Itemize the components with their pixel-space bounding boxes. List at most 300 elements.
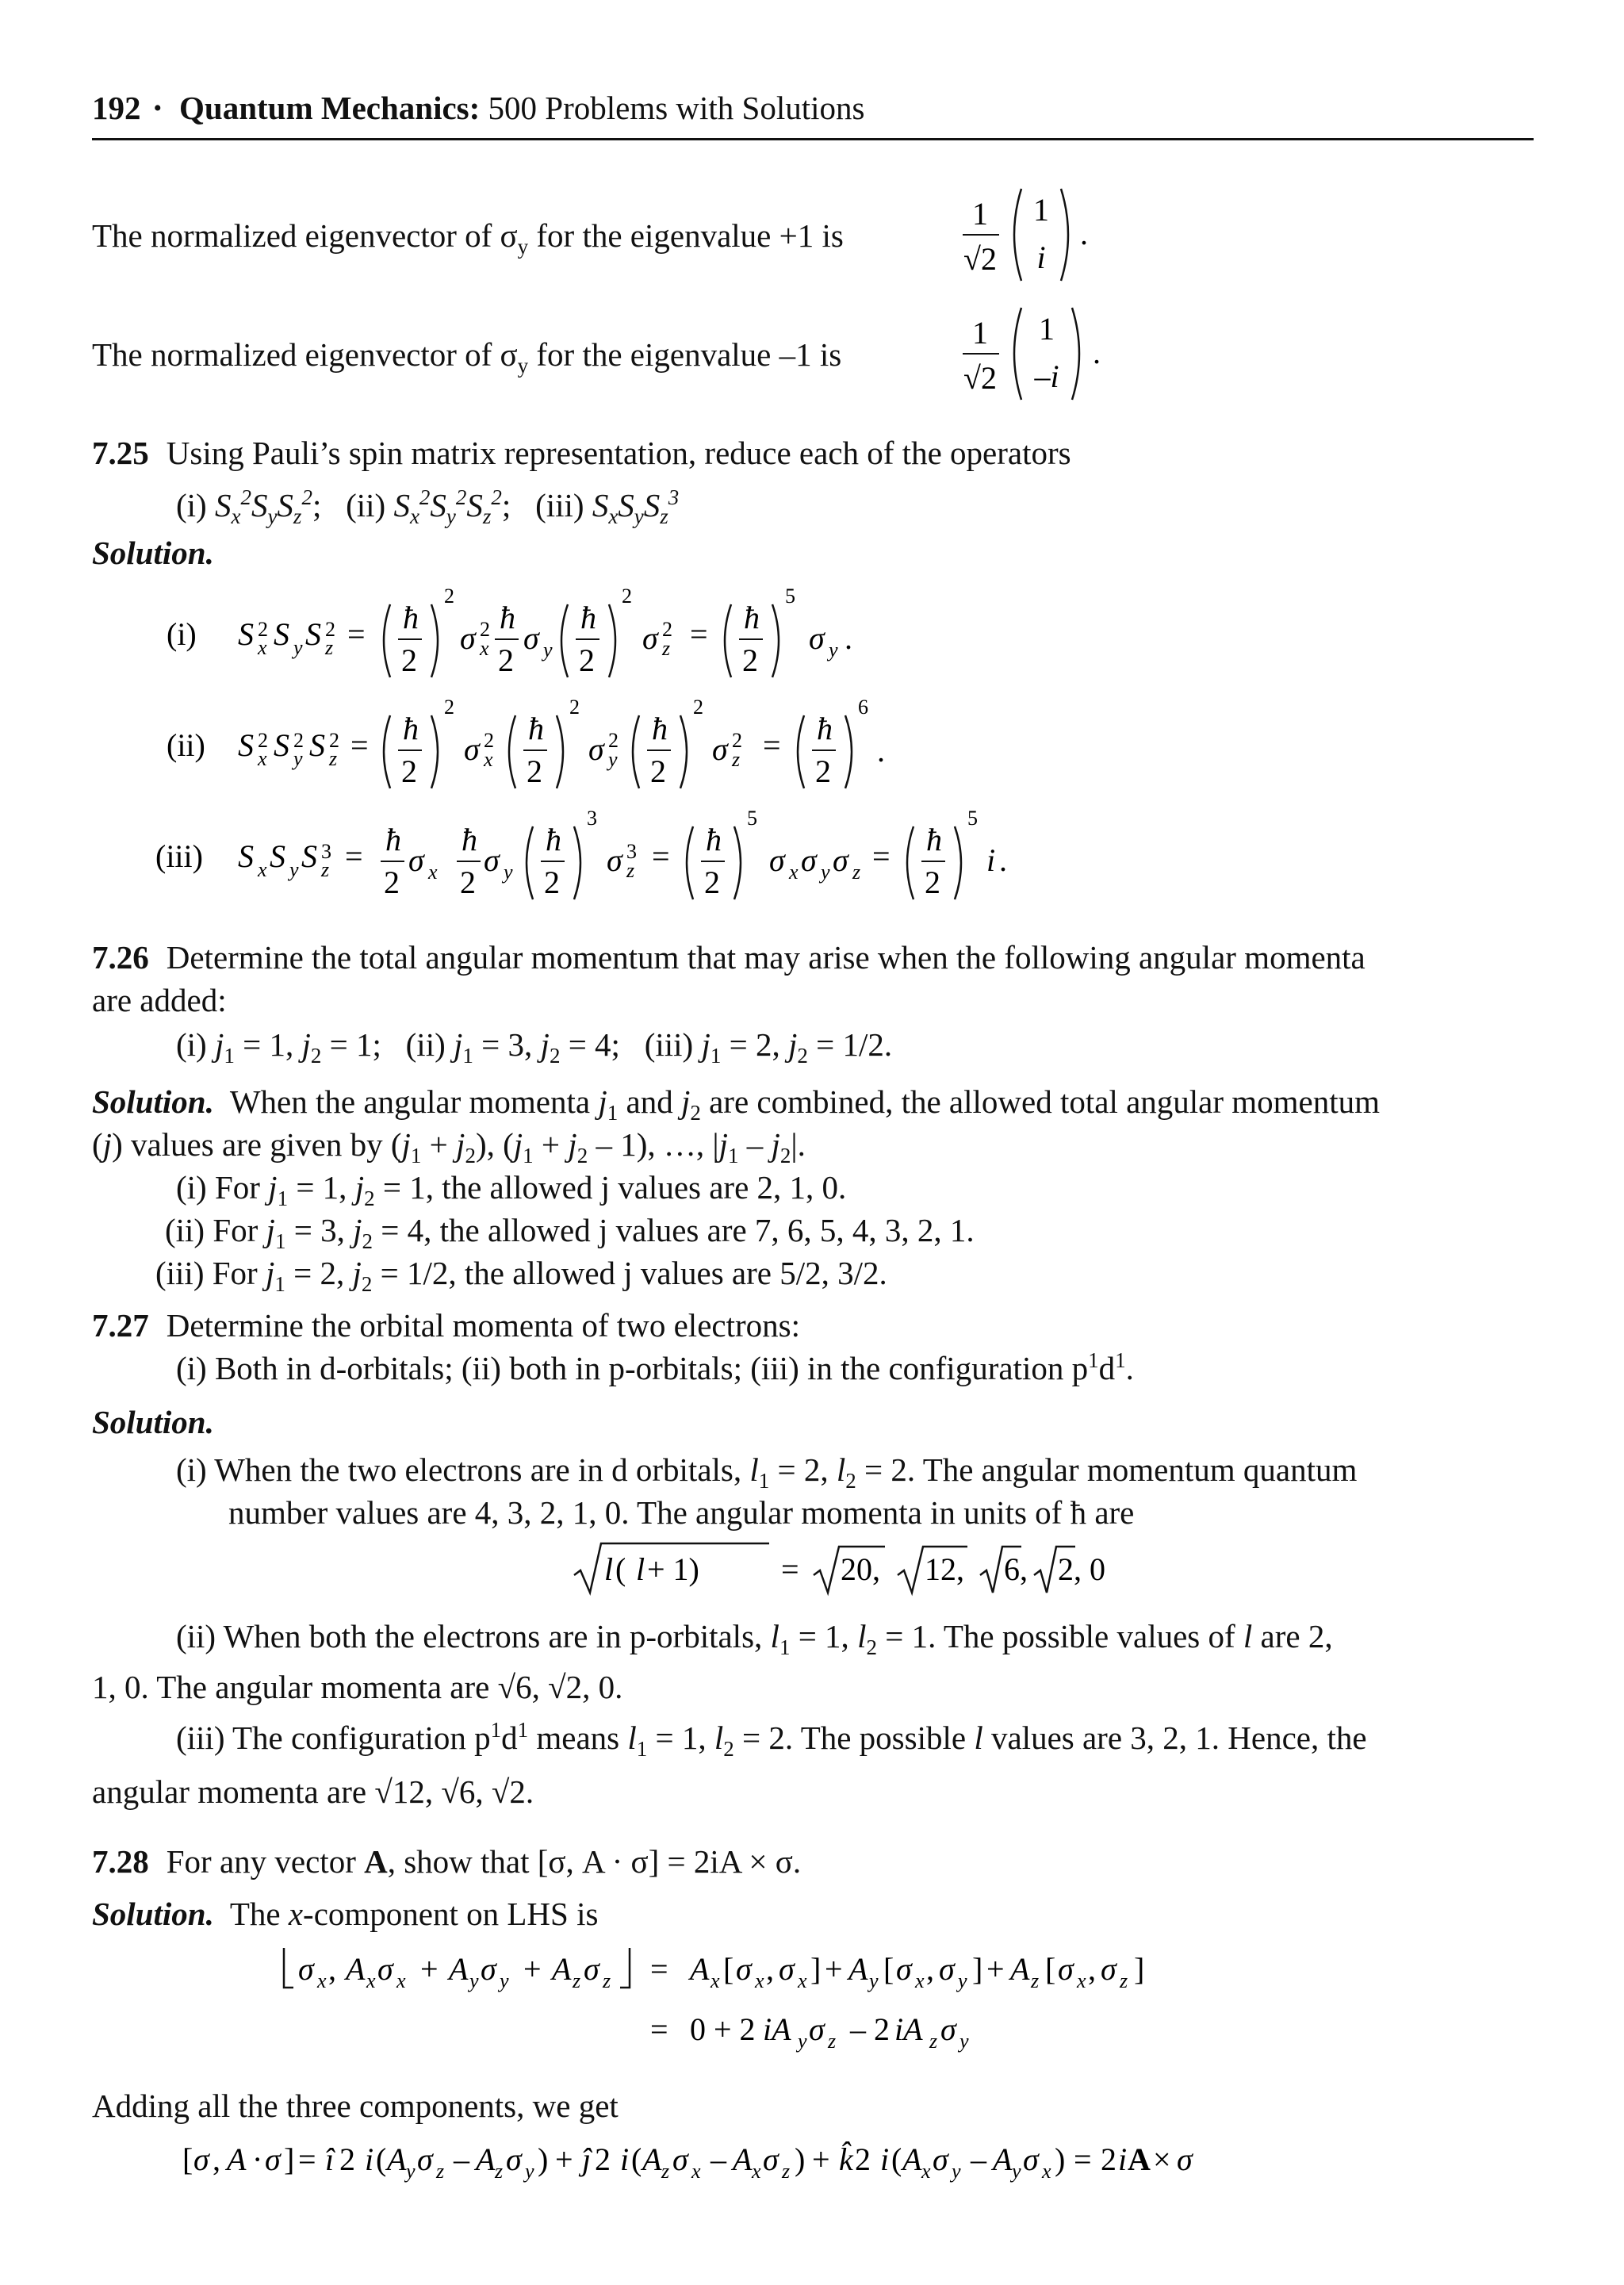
p727-items: (i) Both in d-orbitals; (ii) both in p-orbitals; (iii) in the configuration $p^1d^1$. [176, 1348, 1134, 1386]
svg-text:]: ] [972, 1951, 983, 1987]
svg-text:σ: σ [642, 620, 658, 656]
svg-text:x: x [752, 2160, 761, 2183]
svg-text:ħ: ħ [546, 822, 561, 857]
svg-text:i: i [620, 2141, 630, 2177]
svg-text:σ: σ [588, 731, 604, 767]
svg-text:σ: σ [801, 842, 817, 878]
svg-text:l: l [604, 1551, 614, 1587]
svg-text:y: y [543, 638, 553, 661]
svg-text:y: y [289, 858, 299, 881]
svg-text:σ: σ [939, 1951, 955, 1987]
eigen-line-2 [92, 333, 841, 376]
svg-text:+: + [420, 1951, 439, 1987]
svg-text:√2: √2 [963, 360, 997, 396]
eigen-line2-sub: y [517, 354, 529, 378]
svg-text:y: y [1012, 2160, 1021, 2183]
sol-ii-line-1-tail: are 2, [1260, 1618, 1333, 1654]
svg-text:]: ] [284, 2141, 295, 2177]
svg-text:x: x [798, 1969, 807, 1992]
svg-text:A: A [993, 2141, 1013, 2177]
p726-solution-line-2: (j) values are given by $(j_1 + j_2)$, $(j_1 + j_2 - 1)$, …, $|j_1 - j_2|$. [92, 1126, 806, 1167]
problem-number: 7.27 [92, 1307, 149, 1344]
svg-text:σ: σ [1023, 2141, 1039, 2177]
svg-text:2: 2 [401, 642, 417, 678]
eigen-line2-text: The normalized eigenvector of σ [92, 336, 518, 373]
svg-text:y: y [293, 636, 303, 659]
svg-text:6,: 6, [1004, 1551, 1028, 1587]
problem-7-25 [92, 431, 1071, 474]
svg-text:x: x [317, 1969, 327, 1992]
svg-text:y: y [958, 1969, 967, 1992]
sol-item-iii: the allowed j values are 5/2, 3/2. [464, 1255, 887, 1291]
svg-text:=: = [650, 2011, 668, 2047]
svg-text:z: z [929, 2030, 938, 2053]
svg-text:x: x [915, 1969, 925, 1992]
svg-text:σ: σ [377, 1951, 393, 1987]
svg-text:(iii): (iii) [155, 838, 203, 874]
svg-text:ħ: ħ [926, 822, 942, 857]
svg-text:σ: σ [672, 2141, 688, 2177]
svg-text:2: 2 [498, 642, 514, 678]
svg-text:ħ: ħ [580, 600, 596, 635]
svg-text:y: y [406, 2160, 416, 2183]
svg-text:,: , [926, 1951, 934, 1987]
svg-text:A: A [733, 2141, 753, 2177]
sol-iii-line-1-tail: values are 3, 2, 1. Hence, the [990, 1720, 1367, 1756]
svg-text:6: 6 [858, 696, 868, 719]
svg-text:A: A [227, 2141, 247, 2177]
p726-sol-item-ii: (ii) For $j_1 = 3$, $j_2 = 4$, the allowed j values are 7, 6, 5, 4, 3, 2, 1. [165, 1212, 975, 1253]
svg-text:2: 2 [693, 696, 703, 719]
sol-ii-line-1: (ii) When both the electrons are in p-orbitals, [176, 1618, 763, 1654]
problem-7-26 [92, 936, 1365, 979]
svg-text:y: y [959, 2030, 969, 2053]
svg-text:i: i [365, 2141, 374, 2177]
svg-text:σ: σ [769, 842, 785, 878]
svg-text:2: 2 [339, 2141, 355, 2177]
item-label-iii: (iii) [535, 487, 584, 523]
statement-line-2: are added: [92, 982, 227, 1018]
sol-iii-line-1: (iii) The configuration p [176, 1720, 491, 1756]
svg-text:A: A [1128, 2141, 1151, 2177]
p727-sol-i-line-1: (i) When the two electrons are in d orbitals, $l_1 = 2$, $l_2 = 2$. The angular momentum quantum [176, 1451, 1358, 1493]
solution-label: Solution. [92, 535, 214, 571]
statement-math: show that [σ, A · σ] = 2iA × σ. [404, 1843, 802, 1880]
svg-text:y: y [821, 861, 830, 884]
svg-text:ħ: ħ [500, 600, 515, 635]
svg-text:iA: iA [763, 2011, 791, 2047]
svg-text:ħ: ħ [528, 711, 544, 746]
item-label-ii: (ii) [346, 487, 386, 523]
p727-sqrt-tail [1031, 1539, 1158, 1602]
svg-text:S: S [309, 727, 325, 763]
eigenvector-plus [959, 181, 1118, 292]
svg-text:x: x [1077, 1969, 1086, 1992]
sol-ii-line-1-end: The possible values of [943, 1618, 1235, 1654]
solution-label: Solution. [92, 1896, 214, 1932]
svg-text:.: . [1080, 216, 1088, 251]
svg-text:y: y [829, 638, 838, 661]
p727-sqrt-equation [571, 1539, 1078, 1602]
svg-text:=: = [781, 1551, 799, 1587]
svg-text:20,: 20, [841, 1551, 880, 1587]
p727-solution-label [92, 1401, 230, 1443]
p726-sol-item-i: (i) For $j_1 = 1$, $j_2 = 1$, the allowed j values are 2, 1, 0. [176, 1169, 847, 1210]
svg-text:iA: iA [894, 2011, 923, 2047]
p727-sol-iii-line-2: angular momenta are √12, √6, √2. [92, 1773, 534, 1810]
svg-text:x: x [480, 637, 489, 660]
svg-text:S: S [274, 727, 289, 763]
p725-items: (i) $S_x^2S_yS_z^2$; (ii) $S_x^2S_y^2S_z^2$; (iii) $S_xS_yS_z^3$ [176, 485, 680, 528]
svg-text:y: y [504, 861, 513, 884]
svg-text:ħ: ħ [817, 711, 833, 746]
svg-text:·: · [252, 2141, 263, 2177]
svg-text:x: x [258, 858, 267, 881]
svg-text:ħ: ħ [744, 600, 760, 635]
svg-text:A: A [690, 1951, 710, 1987]
svg-text:[: [ [182, 2141, 193, 2177]
svg-text:2: 2 [650, 753, 666, 789]
book-title-bold: Quantum Mechanics: [179, 90, 481, 126]
svg-text:A: A [449, 1951, 469, 1987]
svg-text:i: i [1036, 240, 1046, 275]
svg-text:x: x [396, 1969, 406, 1992]
solution-text-pre: The [229, 1896, 281, 1932]
svg-text:2: 2 [815, 753, 831, 789]
solution-intro-mid: are combined, the allowed total angular momentum [709, 1083, 1381, 1120]
svg-text:): ) [795, 2141, 806, 2177]
svg-text:σ: σ [940, 2011, 956, 2047]
svg-text:σ: σ [1177, 2141, 1193, 2177]
svg-text:S: S [301, 838, 317, 874]
problem-items: (i) Both in d-orbitals; (ii) both in p-orbitals; (iii) in the configuration [176, 1350, 1064, 1386]
svg-text:ħ: ħ [403, 600, 419, 635]
svg-text:z: z [661, 2160, 670, 2183]
p725-equations [155, 579, 1118, 900]
problem-number: 7.25 [92, 435, 149, 471]
svg-text:x: x [428, 861, 438, 884]
svg-text:σ: σ [584, 1951, 599, 1987]
svg-text:A: A [387, 2141, 407, 2177]
p727-sol-ii-line-2: 1, 0. The angular momenta are √6, √2, 0. [92, 1669, 623, 1705]
svg-text:+: + [825, 1951, 843, 1987]
svg-text:=: = [345, 838, 363, 874]
page-number: 192 [92, 90, 141, 126]
svg-text:y: y [952, 2160, 961, 2183]
svg-text:z: z [662, 637, 671, 660]
svg-text:i: i [986, 842, 996, 878]
adding-text: Adding all the three components, we get [92, 2088, 619, 2124]
page-header [92, 89, 864, 127]
sol-iii-line-1-mid: means [536, 1720, 620, 1756]
svg-text:2: 2 [595, 2141, 611, 2177]
svg-text:5: 5 [785, 585, 795, 608]
svg-text:2: 2 [460, 865, 476, 900]
svg-text:x: x [921, 2160, 931, 2183]
svg-text:x: x [258, 747, 267, 770]
statement-pre: For any vector [166, 1843, 356, 1880]
sol-iii-line-1-end: The possible [800, 1720, 967, 1756]
svg-text:S: S [238, 727, 254, 763]
svg-text:z: z [1120, 1969, 1128, 1992]
svg-text:σ: σ [712, 731, 728, 767]
svg-text:.: . [845, 620, 852, 656]
svg-text:2: 2 [484, 729, 494, 752]
svg-text:z: z [495, 2160, 504, 2183]
svg-text:A: A [1010, 1951, 1030, 1987]
book-title-rest: 500 Problems with Solutions [488, 90, 865, 126]
sol-i-line-1: When the two electrons are in d orbitals, [214, 1451, 742, 1488]
eigen-line-1 [92, 214, 844, 257]
svg-text:2: 2 [480, 618, 490, 641]
problem-7-27 [92, 1304, 800, 1347]
svg-text:=: = [872, 838, 891, 874]
svg-text:y: y [608, 748, 618, 771]
svg-text:σ: σ [763, 2141, 779, 2177]
svg-text:2: 2 [608, 729, 619, 752]
sol-item-i: the allowed j values are 2, 1, 0. [442, 1169, 847, 1206]
svg-text:=: = [690, 616, 708, 652]
svg-text:2: 2 [401, 753, 417, 789]
p725-solution-label [92, 531, 230, 574]
svg-text:σ: σ [265, 2141, 281, 2177]
svg-text:+: + [812, 2141, 830, 2177]
svg-text:2: 2 [1101, 2141, 1116, 2177]
p726-line-2 [92, 979, 227, 1022]
p728-adding-line [92, 2084, 619, 2127]
p726-sol-item-iii: (iii) For $j_1 = 2$, $j_2 = 1/2$, the allowed j values are 5/2, 3/2. [155, 1255, 887, 1296]
svg-text:]: ] [810, 1951, 822, 1987]
svg-text:,: , [328, 1951, 336, 1987]
frac-num: 1 [972, 196, 988, 232]
svg-text:x: x [484, 748, 493, 771]
svg-text:[: [ [883, 1951, 894, 1987]
svg-text:σ: σ [298, 1951, 314, 1987]
p726-solution-line-1: Solution. When the angular momenta $j_1$ and $j_2$ are combined, the allowed total angular momentum [92, 1083, 1381, 1125]
problem-statement: Determine the orbital momenta of two electrons: [166, 1307, 800, 1344]
svg-text:5: 5 [747, 807, 757, 830]
svg-text:5: 5 [967, 807, 978, 830]
svg-text:2: 2 [925, 865, 940, 900]
eigen-line1-text: The normalized eigenvector of σ [92, 217, 518, 254]
svg-text:i: i [1118, 2141, 1128, 2177]
svg-text:z: z [436, 2160, 445, 2183]
svg-text:σ: σ [417, 2141, 433, 2177]
svg-text:S: S [274, 616, 289, 652]
svg-text:1: 1 [1033, 192, 1049, 228]
svg-text:2: 2 [384, 865, 400, 900]
svg-text:x: x [710, 1969, 720, 1992]
svg-text:σ: σ [481, 1951, 496, 1987]
svg-text:ħ: ħ [706, 822, 722, 857]
svg-text:+: + [986, 1951, 1005, 1987]
svg-text:[: [ [723, 1951, 734, 1987]
p728-final-equation [182, 2134, 1483, 2197]
svg-text:z: z [1031, 1969, 1040, 1992]
svg-text:(: ( [376, 2141, 387, 2177]
svg-text:2: 2 [325, 618, 335, 641]
svg-text:2: 2 [622, 585, 632, 608]
problem-7-28: 7.28 For any vector A, show that [σ, A · σ] = 2iA × σ. [92, 1843, 802, 1880]
svg-text:=: = [350, 727, 369, 763]
svg-text:y: y [500, 1969, 509, 1992]
svg-text:σ: σ [1101, 1951, 1116, 1987]
svg-text:S: S [238, 838, 254, 874]
svg-text:z: z [325, 636, 334, 659]
svg-text:σ: σ [809, 2011, 825, 2047]
header-rule [92, 138, 1534, 140]
svg-text:=: = [652, 838, 670, 874]
solution-intro: When the angular momenta [229, 1083, 591, 1120]
svg-text:ħ: ħ [403, 711, 419, 746]
svg-text:z: z [603, 1969, 611, 1992]
svg-text:σ: σ [809, 620, 825, 656]
svg-text:y: y [293, 747, 303, 770]
svg-text:(: ( [891, 2141, 902, 2177]
svg-text:+: + [523, 1951, 542, 1987]
frac-den: √2 [963, 241, 997, 277]
svg-text:.: . [999, 842, 1007, 878]
svg-text:î: î [325, 2141, 335, 2177]
svg-text:): ) [1055, 2141, 1066, 2177]
solution-label: Solution. [92, 1404, 214, 1440]
svg-text:σ: σ [1058, 1951, 1074, 1987]
svg-text:ħ: ħ [385, 822, 401, 857]
svg-text:(ii): (ii) [167, 727, 205, 763]
svg-text:–: – [971, 2141, 986, 2177]
svg-text:+: + [555, 2141, 573, 2177]
svg-text:S: S [238, 616, 254, 652]
svg-text:ħ: ħ [462, 822, 477, 857]
svg-text:σ: σ [408, 842, 424, 878]
svg-text:(: ( [631, 2141, 642, 2177]
svg-text:σ: σ [523, 620, 539, 656]
svg-text:–: – [710, 2141, 726, 2177]
svg-text:=: = [650, 1951, 668, 1987]
sol-i-line-2: number values are 4, 3, 2, 1, 0. The angular momenta in units of ħ are [228, 1494, 1135, 1531]
svg-text:A: A [346, 1951, 366, 1987]
svg-text:2: 2 [544, 865, 560, 900]
svg-text:2: 2 [662, 618, 672, 641]
p728-commutator-equation [278, 1943, 1388, 2062]
svg-text:σ: σ [193, 2141, 209, 2177]
statement-line-1: Determine the total angular momentum that may arise when the following angular momenta [166, 939, 1365, 976]
svg-text:): ) [538, 2141, 549, 2177]
svg-text:σ: σ [779, 1951, 795, 1987]
svg-text:z: z [782, 2160, 791, 2183]
problem-number: 7.28 [92, 1843, 149, 1880]
svg-text:σ: σ [460, 620, 476, 656]
svg-text:z: z [626, 859, 635, 882]
svg-text:y: y [525, 2160, 534, 2183]
sol-i-line-1-end: The angular momentum quantum [922, 1451, 1358, 1488]
svg-text:y: y [798, 2030, 807, 2053]
svg-text:x: x [366, 1969, 376, 1992]
svg-text:2: 2 [293, 729, 304, 752]
svg-text:ĵ: ĵ [582, 2141, 592, 2177]
svg-text:σ: σ [607, 842, 622, 878]
eigen-line1-sub: y [517, 235, 529, 259]
svg-text:0 + 2: 0 + 2 [690, 2011, 756, 2047]
svg-text:σ: σ [896, 1951, 912, 1987]
svg-text:x: x [691, 2160, 701, 2183]
svg-text:2: 2 [329, 729, 339, 752]
svg-text:–: – [454, 2141, 469, 2177]
svg-text:x: x [755, 1969, 764, 1992]
header-bullet: • [153, 95, 163, 121]
svg-text:2: 2 [704, 865, 720, 900]
problem-statement: Using Pauli’s spin matrix representation, reduce each of the operators [166, 435, 1071, 471]
svg-text:x: x [258, 636, 267, 659]
svg-text:y: y [469, 1969, 479, 1992]
solution-label: Solution. [92, 1083, 214, 1120]
sol-iii-line-2: angular momenta are [92, 1773, 367, 1810]
svg-text:x: x [1042, 2160, 1051, 2183]
eigen-line2-rest: for the eigenvalue –1 is [528, 336, 842, 373]
svg-text:.: . [877, 733, 885, 769]
svg-text:2: 2 [444, 696, 454, 719]
svg-text:σ: σ [464, 731, 480, 767]
svg-text:σ: σ [833, 842, 848, 878]
svg-text:z: z [852, 861, 861, 884]
eigen-line1-rest: for the eigenvalue +1 is [528, 217, 844, 254]
svg-text:z: z [732, 748, 741, 771]
svg-text:2: 2 [732, 729, 742, 752]
p727-sol-ii-line-1: (ii) When both the electrons are in p-orbitals, $l_1 = 1$, $l_2 = 1$. The possible values of l are 2, [176, 1618, 1333, 1659]
svg-text:2: 2 [258, 729, 268, 752]
svg-text:S: S [270, 838, 285, 874]
svg-text:y: y [869, 1969, 879, 1992]
svg-text:–i: –i [1034, 358, 1059, 394]
svg-text:[: [ [1045, 1951, 1056, 1987]
svg-text:2: 2 [569, 696, 580, 719]
svg-text:z: z [828, 2030, 837, 2053]
eigenvector-minus [959, 300, 1142, 411]
svg-text:.: . [1093, 335, 1101, 370]
svg-text:A: A [476, 2141, 496, 2177]
svg-text:k̂: k̂ [839, 2141, 853, 2177]
sol-ii-line-2: 1, 0. The angular momenta are [92, 1669, 490, 1705]
svg-text:x: x [789, 861, 799, 884]
svg-text:2, 0: 2, 0 [1058, 1551, 1105, 1587]
p727-sol-iii-line-1: (iii) The configuration $p^1d^1$ means $l_1 = 1$, $l_2 = 2$. The possible l values are 3, 2, 1. Hence, the [176, 1718, 1367, 1761]
svg-text:2: 2 [444, 585, 454, 608]
svg-text:A: A [902, 2141, 922, 2177]
svg-text:– 2: – 2 [850, 2011, 890, 2047]
svg-text:3: 3 [321, 840, 331, 863]
svg-text:,: , [1088, 1951, 1096, 1987]
svg-text:,: , [213, 2141, 220, 2177]
item-label-i: (i) [176, 487, 207, 523]
svg-text:σ: σ [484, 842, 500, 878]
svg-text:z: z [329, 747, 338, 770]
svg-text:ħ: ħ [652, 711, 668, 746]
p726-items: (i) $j_1 = 1$, $j_2 = 1$; (ii) $j_1 = 3$, $j_2 = 4$; (iii) $j_1 = 2$, $j_2 = 1/2$. [176, 1026, 893, 1068]
svg-text:3: 3 [587, 807, 597, 830]
p728-solution-line: Solution. The x-component on LHS is [92, 1896, 599, 1932]
svg-text:σ: σ [933, 2141, 948, 2177]
svg-text:σ: σ [506, 2141, 522, 2177]
svg-text:(i): (i) [167, 616, 197, 652]
svg-text:+ 1): + 1) [647, 1551, 699, 1587]
svg-text:z: z [573, 1969, 581, 1992]
svg-text:=: = [763, 727, 781, 763]
svg-text:3: 3 [626, 840, 637, 863]
svg-text:2: 2 [742, 642, 758, 678]
problem-number: 7.26 [92, 939, 149, 976]
svg-text:l: l [636, 1551, 645, 1587]
svg-text:A: A [552, 1951, 572, 1987]
